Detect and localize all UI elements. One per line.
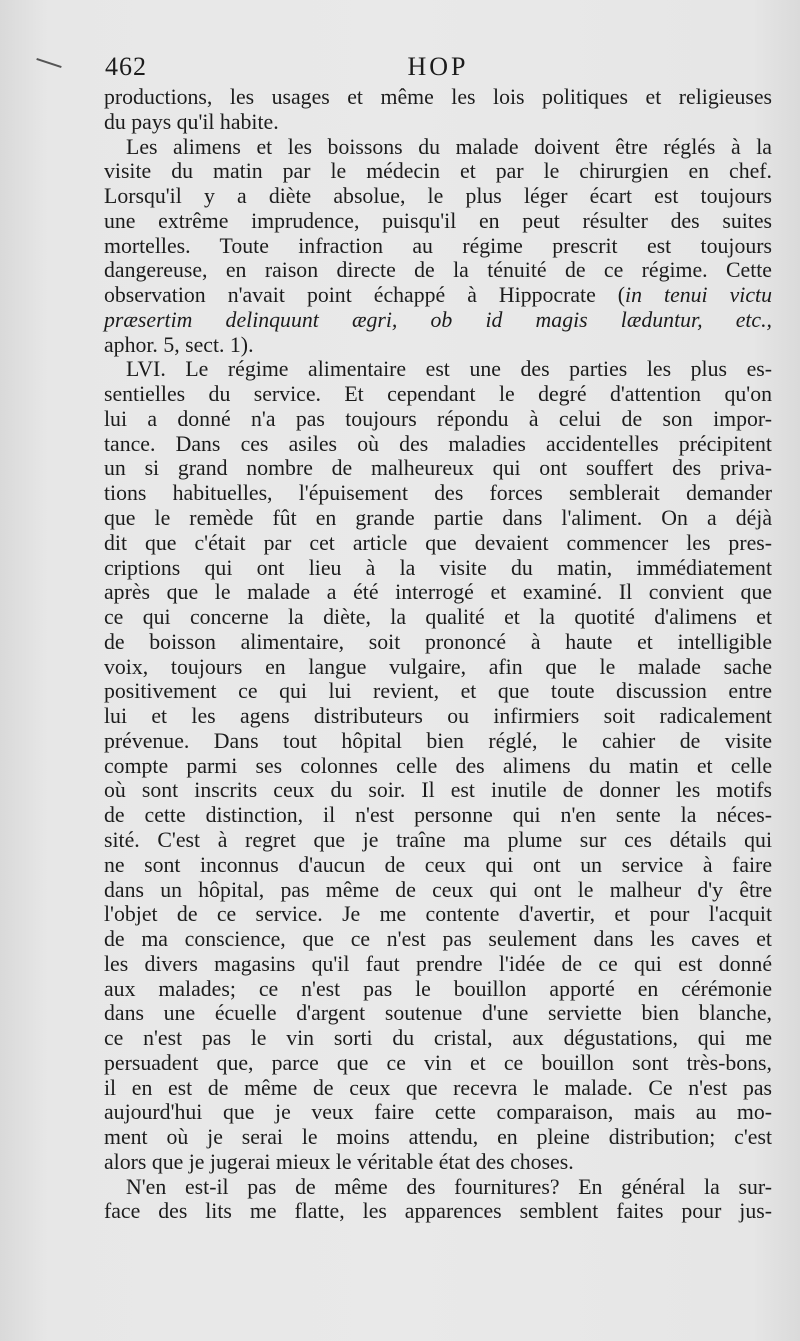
text-line: sentielles du service. Et cependant le degré d'attention qu'on <box>104 382 772 407</box>
text-line: alors que je jugerai mieux le véritable état des choses. <box>104 1149 574 1174</box>
text-line: ce n'est pas le vin sorti du cristal, aux dégustations, qui me <box>104 1026 772 1051</box>
text-segment: observation n'avait point échappé à Hippocrate ( <box>104 283 626 308</box>
text-line: dans un hôpital, pas même de ceux qui ont le malheur d'y être <box>104 877 772 902</box>
text-line: criptions qui ont lieu à la visite du matin, immédiatement <box>104 555 772 580</box>
text-line: dans une écuelle d'argent soutenue d'une serviette bien blanche, <box>104 1001 772 1026</box>
text-line: face des lits me flatte, les apparences semblent faites pour jus- <box>104 1199 772 1224</box>
margin-pen-mark <box>36 58 61 68</box>
latin-quote: in tenui victu <box>625 283 772 308</box>
text-line: ce qui concerne la diète, la qualité et la quotité d'alimens et <box>104 605 772 630</box>
text-line: tance. Dans ces asiles où des maladies accidentelles précipitent <box>104 431 772 456</box>
text-line: il en est de même de ceux que recevra le malade. Ce n'est pas <box>104 1075 772 1100</box>
text-line <box>104 283 772 308</box>
text-line: lui et les agens distributeurs ou infirmiers soit radicalement <box>104 704 772 729</box>
text-line: de cette distinction, il n'est personne qui n'en sente la néces- <box>104 803 772 828</box>
text-line: positivement ce qui lui revient, et que toute discussion entre <box>104 679 772 704</box>
text-line: un si grand nombre de malheureux qui ont souffert des priva- <box>104 456 772 481</box>
text-line: l'objet de ce service. Je me contente d'avertir, et pour l'acquit <box>104 902 772 927</box>
text-line: aphor. 5, sect. 1). <box>104 332 254 357</box>
text-line: visite du matin par le médecin et par le chirurgien en chef. <box>104 159 772 184</box>
text-line: que le remède fût en grande partie dans l'aliment. On a déjà <box>104 506 772 531</box>
text-line: de ma conscience, que ce n'est pas seulement dans les caves et <box>104 927 772 952</box>
text-line: voix, toujours en langue vulgaire, afin que le malade sache <box>104 654 772 679</box>
text-line: où sont inscrits ceux du soir. Il est inutile de donner les motifs <box>104 778 772 803</box>
text-line: mortelles. Toute infraction au régime prescrit est toujours <box>104 233 772 258</box>
text-line: prévenue. Dans tout hôpital bien réglé, le cahier de visite <box>104 728 772 753</box>
text-line: Lorsqu'il y a diète absolue, le plus léger écart est toujours <box>104 184 772 209</box>
text-line: productions, les usages et même les lois politiques et religieuses <box>104 85 772 109</box>
running-head: HOP <box>407 52 469 81</box>
text-line: ne sont inconnus d'aucun de ceux qui ont un service à faire <box>104 852 772 877</box>
text-line: tions habituelles, l'épuisement des forces semblerait demander <box>104 481 772 506</box>
text-line: dit que c'était par cet article que devaient commencer les pres- <box>104 530 772 555</box>
text-line: Les alimens et les boissons du malade doivent être réglés à la <box>126 134 772 159</box>
text-line: dangereuse, en raison directe de la ténuité de ce régime. Cette <box>104 258 772 283</box>
body-text <box>104 85 772 1224</box>
text-line: LVI. Le régime alimentaire est une des parties les plus es- <box>126 357 772 382</box>
text-line: sité. C'est à regret que je traîne ma plume sur ces détails qui <box>104 827 772 852</box>
text-line: du pays qu'il habite. <box>104 109 279 134</box>
text-line: les divers magasins qu'il faut prendre l'idée de ce qui est donné <box>104 951 772 976</box>
text-line: lui a donné n'a pas toujours répondu à celui de son impor- <box>104 406 772 431</box>
page-number: 462 <box>105 52 147 81</box>
text-line: compte parmi ses colonnes celle des alimens du matin et celle <box>104 753 772 778</box>
text-line: aujourd'hui que je veux faire cette comparaison, mais au mo- <box>104 1100 772 1125</box>
page-header <box>105 52 771 88</box>
text-line: persuadent que, parce que ce vin et ce bouillon sont très-bons, <box>104 1050 772 1075</box>
text-line: de boisson alimentaire, soit prononcé à haute et intelligible <box>104 629 772 654</box>
text-line: une extrême imprudence, puisqu'il en peut résulter des suites <box>104 208 772 233</box>
latin-quote-line: præsertim delinquunt ægri, ob id magis læduntur, etc., <box>104 307 772 332</box>
text-line: N'en est-il pas de même des fournitures? En général la sur- <box>126 1174 772 1199</box>
text-line: après que le malade a été interrogé et examiné. Il convient que <box>104 580 772 605</box>
text-line: ment où je serai le moins attendu, en pleine distribution; c'est <box>104 1125 772 1150</box>
text-line: aux malades; ce n'est pas le bouillon apporté en cérémonie <box>104 976 772 1001</box>
